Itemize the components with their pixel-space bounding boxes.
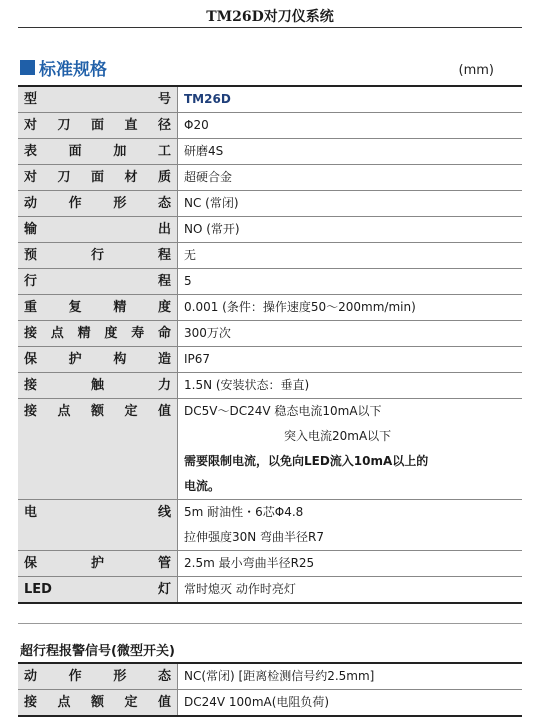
spec-value-line: 5m 耐油性・6芯Φ4.8 (184, 505, 304, 519)
spec-value: IP67 (178, 347, 523, 373)
spec-value: Φ20 (178, 113, 523, 139)
spec-value-line: 电流。 (184, 479, 221, 493)
spec-row-material (18, 165, 522, 191)
alarm-label: 动作形态 (18, 663, 178, 690)
spec-value: 超硬合金 (178, 165, 523, 191)
spec-row-contact-rating (18, 399, 522, 500)
spec-label: 保护管 (18, 551, 178, 577)
spec-row-pretravel (18, 243, 522, 269)
spec-label: 重复精度 (18, 295, 178, 321)
spec-label: 行 程 (18, 269, 178, 295)
spec-row-protection (18, 347, 522, 373)
spec-label: 型 号 (18, 86, 178, 113)
spec-label: 接触力 (18, 373, 178, 399)
spec-value: TM26D (178, 86, 523, 113)
spec-label: 对刀面材质 (18, 165, 178, 191)
spec-row-output (18, 217, 522, 243)
spec-row-conduit (18, 551, 522, 577)
spec-value: 研磨4S (178, 139, 523, 165)
spec-value: NO (常开) (178, 217, 523, 243)
spec-label: 接点额定值 (18, 399, 178, 500)
spec-label: 输 出 (18, 217, 178, 243)
section-title: 标准规格 (39, 60, 107, 80)
alarm-label: 接点额定值 (18, 690, 178, 717)
spec-row-led (18, 577, 522, 604)
spec-row-stroke (18, 269, 522, 295)
spec-value: 300万次 (178, 321, 523, 347)
spec-row-model (18, 86, 522, 113)
square-bullet-icon (20, 60, 35, 75)
spec-label: 接点精度寿命 (18, 321, 178, 347)
spec-label: 预行程 (18, 243, 178, 269)
spec-label: 保护构造 (18, 347, 178, 373)
alarm-section-title: 超行程报警信号(微型开关) (20, 644, 175, 659)
spec-label: 动作形态 (18, 191, 178, 217)
alarm-value: NC(常闭) [距离检测信号约2.5mm] (178, 663, 523, 690)
spec-label: 对刀面直径 (18, 113, 178, 139)
spec-value-line: 突入电流20mA以下 (284, 429, 392, 443)
spec-value: 常时熄灭 动作时亮灯 (178, 577, 523, 604)
spec-value: 2.5m 最小弯曲半径R25 (178, 551, 523, 577)
alarm-row-rating (18, 690, 522, 717)
spec-label: 电 线 (18, 500, 178, 551)
spec-table (18, 85, 522, 604)
spec-value-line: 拉伸强度30N 弯曲半径R7 (184, 530, 325, 544)
spec-value: 1.5N (安装状态：垂直) (178, 373, 523, 399)
section-heading (20, 55, 107, 80)
spec-row-contact-life (18, 321, 522, 347)
spec-value: NC (常闭) (178, 191, 523, 217)
page-title: TM26D对刀仪系统 (206, 9, 334, 25)
spec-value: 无 (178, 243, 523, 269)
unit-label: (mm) (458, 63, 494, 78)
alarm-row-action (18, 663, 522, 690)
spec-label: 表面加工 (18, 139, 178, 165)
spec-row-action (18, 191, 522, 217)
spec-value (178, 399, 523, 500)
spec-row-cable (18, 500, 522, 551)
spec-row-contact-force (18, 373, 522, 399)
spec-value: 0.001 (条件：操作速度50～200mm/min) (178, 295, 523, 321)
alarm-divider (18, 623, 522, 624)
spec-value-line: DC5V～DC24V 稳态电流10mA以下 (184, 404, 382, 418)
spec-value: 5 (178, 269, 523, 295)
spec-value-line: 需要限制电流，以免向LED流入10mA以上的 (184, 454, 429, 468)
spec-row-diameter (18, 113, 522, 139)
spec-label: LED灯 (18, 577, 178, 604)
spec-row-surface (18, 139, 522, 165)
spec-row-repeatability (18, 295, 522, 321)
alarm-value: DC24V 100mA(电阻负荷) (178, 690, 523, 717)
alarm-table (18, 662, 522, 717)
spec-value (178, 500, 523, 551)
title-divider (18, 27, 522, 28)
